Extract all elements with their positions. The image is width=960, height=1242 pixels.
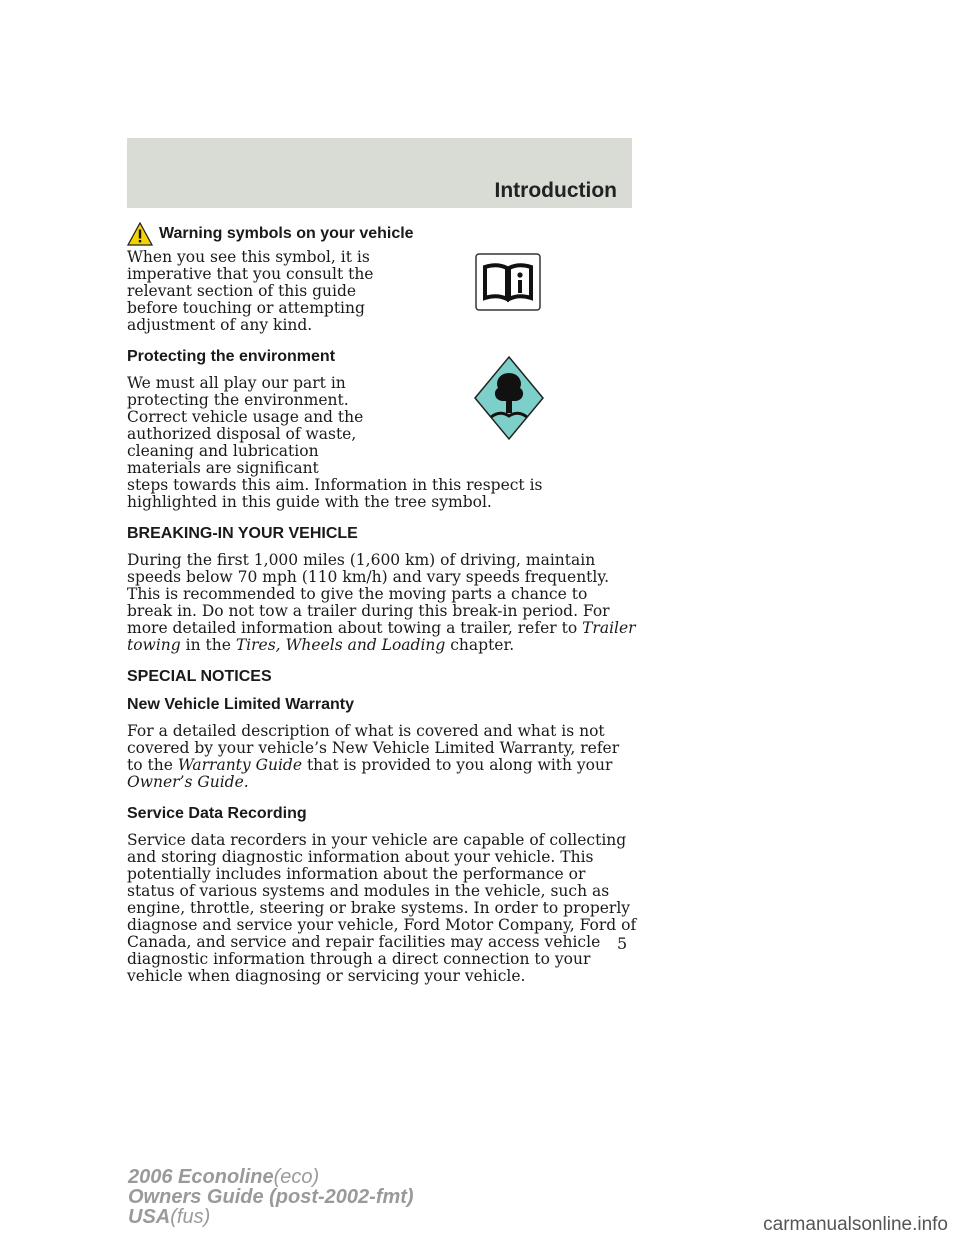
breaking-in-text-end: chapter. bbox=[445, 636, 515, 654]
owners-guide-ref: Owner’s Guide. bbox=[127, 773, 249, 791]
footer-guide: Owners Guide (post-2002-fmt) bbox=[128, 1186, 414, 1208]
warning-triangle-icon bbox=[127, 222, 153, 246]
footer-market-code: (fus) bbox=[170, 1206, 211, 1228]
footer-line-2 bbox=[128, 1187, 414, 1207]
tires-wheels-loading-ref: Tires, Wheels and Loading bbox=[235, 636, 446, 654]
page-content bbox=[127, 222, 637, 985]
breaking-in-body bbox=[127, 552, 637, 654]
page-number: 5 bbox=[617, 934, 628, 953]
service-data-body: Service data recorders in your vehicle are capable of collecting and storing diagnostic information about your vehicle. This potentially includes information about the performance or status of various systems and modules in the vehicle, such as engine, throttle, steering or brake systems. In order to properly diagnose and service your vehicle, Ford Motor Company, Ford of Canada, and service and repair facilities may access vehicle diagnostic information through a direct connection to your vehicle when diagnosing or servicing your vehicle. bbox=[127, 831, 637, 985]
warranty-heading: New Vehicle Limited Warranty bbox=[127, 696, 355, 713]
warning-symbols-body: When you see this symbol, it is imperative that you consult the relevant section of this guide before touching or attempting adjustment of any kind. bbox=[127, 248, 374, 334]
warning-symbols-heading-text: Warning symbols on your vehicle bbox=[159, 225, 414, 242]
breaking-in-heading: BREAKING-IN YOUR VEHICLE bbox=[127, 525, 358, 542]
document-footer bbox=[128, 1167, 414, 1227]
footer-model: 2006 Econoline bbox=[128, 1166, 274, 1188]
environment-heading: Protecting the environment bbox=[127, 348, 336, 365]
site-watermark: carmanualsonline.info bbox=[763, 1214, 948, 1235]
footer-line-1 bbox=[128, 1167, 414, 1187]
footer-line-3 bbox=[128, 1207, 414, 1227]
environment-body-wide: steps towards this aim. Information in this respect is highlighted in this guide with the tree symbol. bbox=[127, 476, 543, 511]
warranty-guide-ref: Warranty Guide bbox=[177, 756, 303, 774]
breaking-in-text: During the first 1,000 miles (1,600 km) of driving, maintain speeds below 70 mph (110 km/h) and vary speeds frequently. This is recommended to give the moving parts a chance to break in. Do not tow a trailer during this break-in period. For more detailed information about towing a trailer, refer to bbox=[127, 551, 610, 637]
footer-market: USA bbox=[128, 1206, 171, 1228]
warranty-body bbox=[127, 723, 637, 791]
breaking-in-text-mid: in the bbox=[180, 636, 236, 654]
warranty-text: For a detailed description of what is covered and what is not covered by your vehicle’s New Vehicle Limited Warranty, refer to the bbox=[127, 722, 620, 774]
header-band bbox=[127, 138, 632, 208]
warning-symbols-heading bbox=[127, 224, 637, 243]
service-data-heading: Service Data Recording bbox=[127, 805, 307, 822]
warranty-text-mid: that is provided to you along with your bbox=[302, 756, 613, 774]
environment-body-narrow: We must all play our part in protecting the environment. Correct vehicle usage and the authorized disposal of waste, cleaning and lubrication materials are significant bbox=[127, 374, 364, 477]
trailer-towing-ref: Trailer towing bbox=[127, 619, 636, 654]
section-title: Introduction bbox=[494, 179, 617, 202]
footer-model-code: (eco) bbox=[273, 1166, 320, 1188]
special-notices-heading: SPECIAL NOTICES bbox=[127, 668, 272, 685]
